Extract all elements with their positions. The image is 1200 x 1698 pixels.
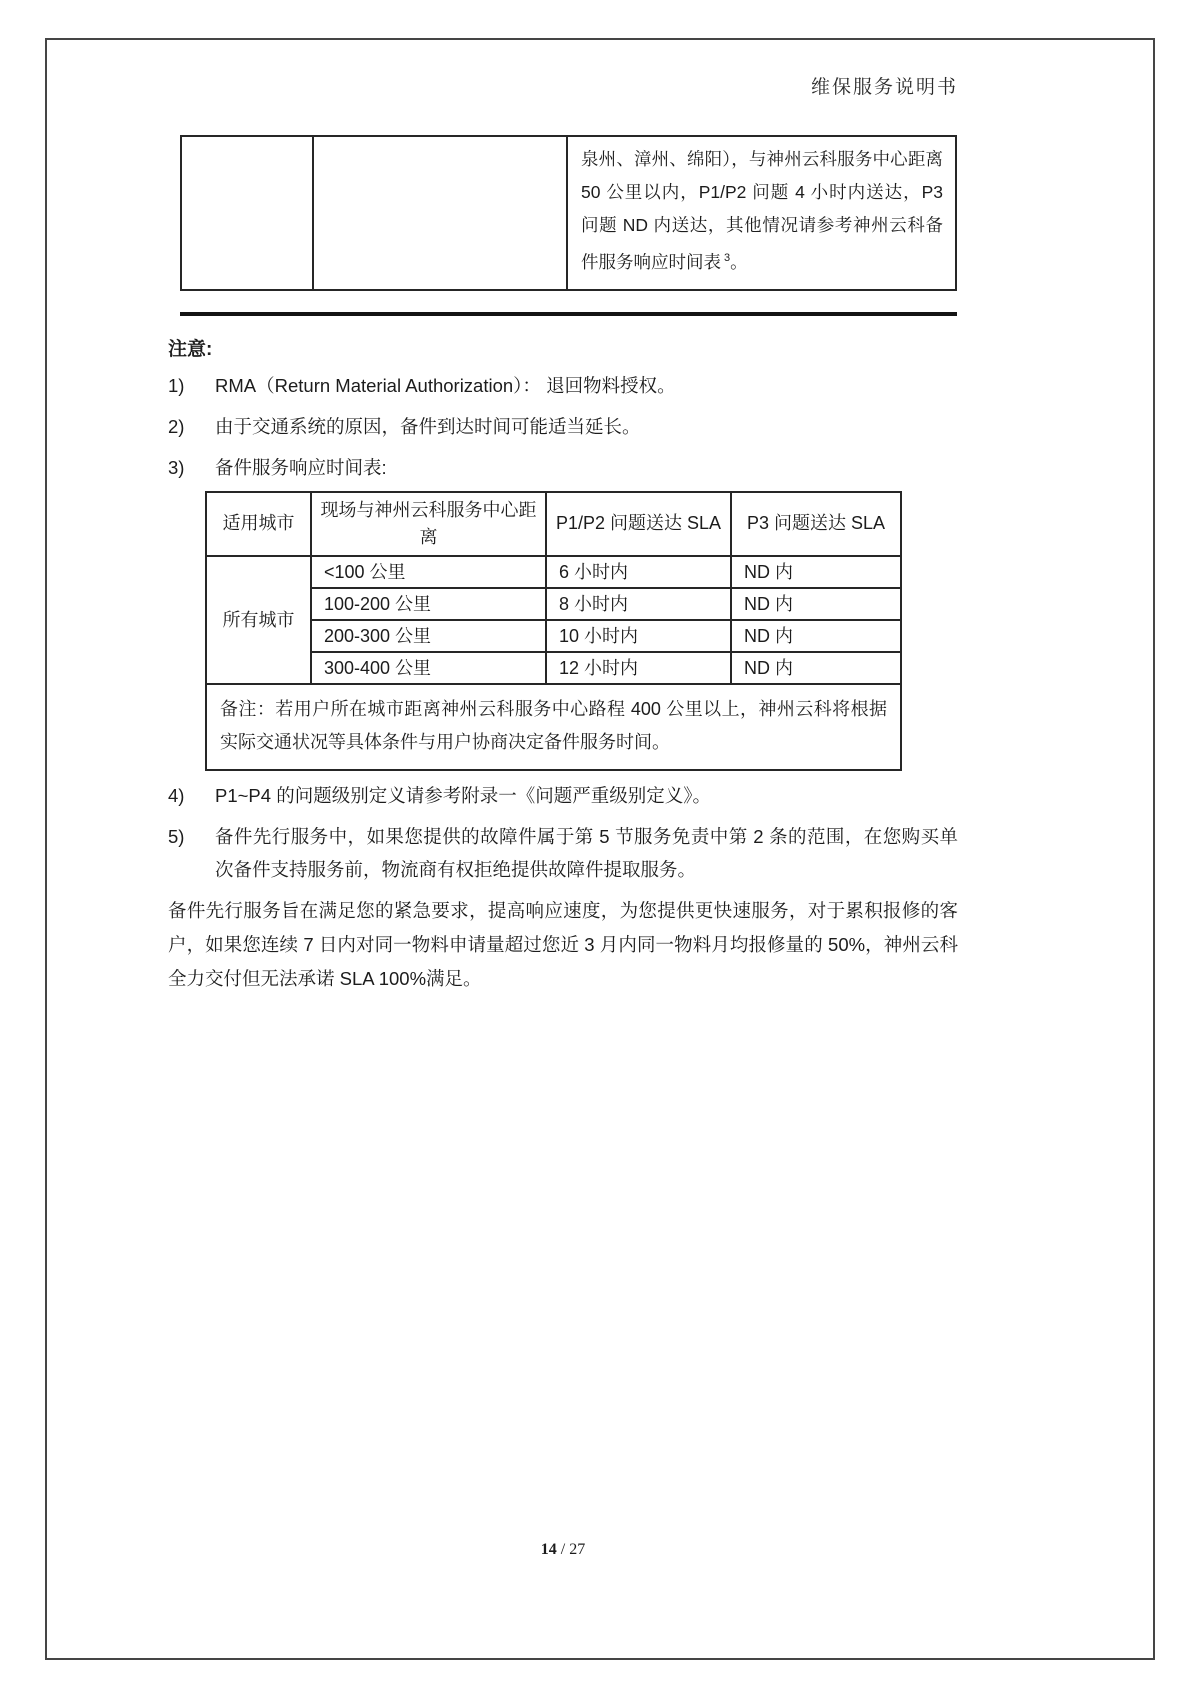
- notice-item-number: 1): [168, 374, 185, 396]
- p3-cell: ND 内: [731, 556, 901, 588]
- city-group-cell: 所有城市: [206, 556, 311, 684]
- notice-heading: 注意:: [168, 338, 213, 360]
- page-number-separator: /: [560, 1541, 566, 1558]
- notice-item-number: 4): [168, 784, 185, 806]
- continued-table: [180, 135, 957, 291]
- distance-cell: 200-300 公里: [311, 620, 546, 652]
- p3-cell: ND 内: [731, 620, 901, 652]
- page-number-total: 27: [569, 1541, 586, 1558]
- notice-item-number: 5): [168, 825, 185, 847]
- notice-item-5: [168, 820, 958, 886]
- notice-item-4: [168, 779, 958, 812]
- p1p2-cell: 8 小时内: [546, 588, 731, 620]
- page-number-current: 14: [540, 1541, 557, 1558]
- p1p2-cell: 10 小时内: [546, 620, 731, 652]
- table-end-rule: [180, 312, 957, 316]
- table-row: [206, 556, 901, 588]
- continued-table-text-cell: [568, 137, 955, 289]
- distance-cell: 100-200 公里: [311, 588, 546, 620]
- header-distance: 现场与神州云科服务中心距离: [311, 492, 546, 556]
- notice-item-number: 3): [168, 456, 185, 478]
- notice-item-text: 备件服务响应时间表:: [215, 456, 387, 478]
- table-row: [206, 588, 901, 620]
- p3-cell: ND 内: [731, 652, 901, 684]
- header-p1p2-sla: P1/P2 问题送达 SLA: [546, 492, 731, 556]
- notice-item-number: 2): [168, 415, 185, 437]
- table-row: [206, 620, 901, 652]
- notice-item-2: [168, 410, 958, 443]
- page-content: [168, 72, 958, 996]
- notice-item-text: P1~P4 的问题级别定义请参考附录一《问题严重级别定义》。: [215, 784, 711, 806]
- table-note-row: [206, 684, 901, 770]
- sla-table-header-row: [206, 492, 901, 556]
- continued-table-empty-cell-1: [182, 137, 314, 289]
- notice-item-3: [168, 451, 958, 484]
- table-note-cell: 备注：若用户所在城市距离神州云科服务中心路程 400 公里以上，神州云科将根据实际交通状况等具体条件与用户协商决定备件服务时间。: [206, 684, 901, 770]
- p1p2-cell: 6 小时内: [546, 556, 731, 588]
- notice-item-text: 由于交通系统的原因，备件到达时间可能适当延长。: [215, 415, 641, 437]
- distance-cell: 300-400 公里: [311, 652, 546, 684]
- notice-item-1: [168, 369, 958, 402]
- footnote-reference: 3: [724, 252, 731, 264]
- p1p2-cell: 12 小时内: [546, 652, 731, 684]
- notice-item-text: 备件先行服务中，如果您提供的故障件属于第 5 节服务免责中第 2 条的范围，在您购买单次备件支持服务前，物流商有权拒绝提供故障件提取服务。: [215, 825, 958, 880]
- continued-table-empty-cell-2: [314, 137, 568, 289]
- document-title-header: 维保服务说明书: [810, 77, 958, 98]
- distance-cell: <100 公里: [311, 556, 546, 588]
- p3-cell: ND 内: [731, 588, 901, 620]
- header-applicable-cities: 适用城市: [206, 492, 311, 556]
- page-footer: [168, 1541, 958, 1559]
- continued-cell-text: 泉州、漳州、绵阳），与神州云科服务中心距离 50 公里以内，P1/P2 问题 4 小时内送达，P3 问题 ND 内送达，其他情况请参考神州云科备件服务响应时间表: [581, 149, 943, 272]
- table-row: [206, 652, 901, 684]
- notice-item-text: RMA（Return Material Authorization）： 退回物料授权。: [215, 374, 676, 396]
- continued-cell-period: 。: [730, 251, 748, 272]
- header-p3-sla: P3 问题送达 SLA: [731, 492, 901, 556]
- spare-parts-sla-table: [205, 491, 902, 771]
- closing-paragraph: 备件先行服务旨在满足您的紧急要求，提高响应速度，为您提供更快速服务，对于累积报修的客户，如果您连续 7 日内对同一物料申请量超过您近 3 月内同一物料月均报修量的 50%，神州云科全力交付但无法承诺 SLA 100%满足。: [168, 899, 958, 989]
